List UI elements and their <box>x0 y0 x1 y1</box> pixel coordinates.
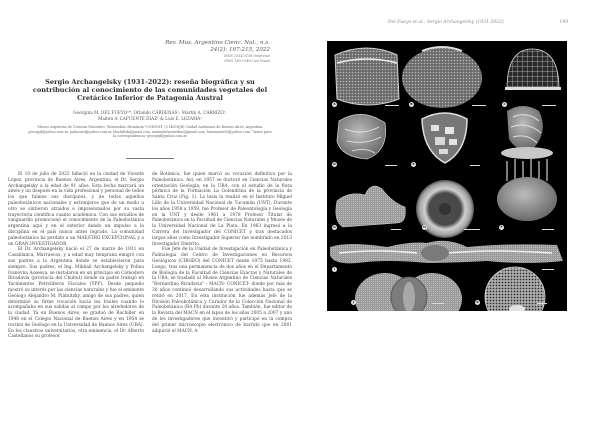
issn-online: ISSN 1853-0400 (en línea) <box>224 58 270 63</box>
journal-name: Rev. Mus. Argentino Cienc. Nat., n.s. <box>165 40 270 46</box>
panel-label-g: G <box>333 225 336 229</box>
journal-citation <box>165 40 270 63</box>
specimen-i <box>330 241 563 264</box>
authors-line-1: Georgina M. DEL FUEYO¹*, Orlando CÁRDENAS¹, Martín A. CARRIZO¹, <box>73 110 227 115</box>
panel-label-c: C <box>503 102 506 106</box>
panel-label-f: F <box>500 225 503 229</box>
page-number: 199 <box>559 20 568 25</box>
article-title: Sergio Archangelsky (1931-2022): reseña biográfica y su contribución al conocimiento de las comunidades vegetales del Cretácico Inferior de Patagonia Austral <box>32 78 268 103</box>
panel-label-j: J <box>352 300 355 304</box>
authors-line-2: Maiten A. LAFUENTE DIAZ¹ & Luis E. LEZAMA¹ <box>98 115 202 121</box>
panel-label-a: A <box>333 102 336 106</box>
panel-label-i: I <box>333 267 336 271</box>
specimen-e <box>422 113 467 163</box>
issn-print: ISSN 1514-5158 (impresa) <box>224 54 270 58</box>
panel-label-b: B <box>410 102 413 106</box>
specimen-d <box>337 114 386 159</box>
paragraph: de Botánica, fue quien marcó su vocación definitiva por la Paleobotánica. Así, en 1957 se doctoró en Ciencias Naturales orientación Geología, en la UBA, con el estudio de la flora pérmica de la Formación La Golondrina de la provincia de Santa Cruz (Fig. 1). La tesis la realizó en el Instituto Miguel Lillo de la Universidad Nacional de Tucumán (UNT). Durante los años 1958 a 1959, fue Profesor de Paleontología y Geología en la UNT y desde 1961 a 1978 Profesor Titular de Paleobotánica en la Facultad de Ciencias Naturales y Museo de la Universidad Nacional de La Plata. En 1963 ingresó a la Carrera del Investigador del CONICET y tras destacados largos años como Investigador Superior fue nombrado en 2013 Investigador Emérito. <box>152 172 292 247</box>
separator-rule <box>126 158 174 159</box>
paragraph: El Dr. Archangelsky nació el 27 de marzo de 1931 en Casablanca, Marruecos, y a edad muy temprana emigró con sus padres a la Argentina donde se establecieron para siempre. Sus padres, el Ing. Mikhail Archangelsky y Polina Ivanovna Asseeva, se instalaron en un principio en Comodoro Rivadavia (provincia del Chubut) donde su padre trabajó en Yacimientos Petrolíferos Fiscales (YPF). Desde pequeño mostró su interés por las ciencias naturales y fue el eminente Geólogo Alejandro M. Piátnitzky, amigo de sus padres, quien determinó su firme vocación hacia los fósiles cuando lo acompañaba en sus salidas al campo por los alrededores de la ciudad. Ya en Buenos Aires, se graduó de Bachiller en 1948 en el Colegio Nacional de Buenos Aires y en 1954 se recibió de Geólogo en la Universidad de Buenos Aires (UBA). En los claustros universitarios, otra eminencia, el Dr. Alberto Castellanos su profesor <box>8 247 144 340</box>
specimen-a <box>335 48 399 105</box>
running-head: Del Fueyo et al.: Sergio Archangelsky (1931-2022) <box>388 20 504 25</box>
specimen-b <box>402 47 482 108</box>
paragraph: El 10 de julio de 2022 falleció en la ciudad de Vicente López, provincia de Buenos Aires, Argentina, el Dr. Sergio Archangelsky a la edad de 91 años. Esta fecha marcará un antes y un después en la vida profesional y personal de todos los que fuimos sus discípulos, y de todos aquellos paleobotánicos nacionales y extranjeros que de un modo u otro se sintieron atraídos e impresionados por su vasta trayectoria científica cuanto académica. Con sus estudios de vanguardia promocionó el conocimiento de la Paleobotánica argentina aquí y en el exterior dando un impulso a la disciplina en el país nunca antes logrado. La comunidad paleobotánica ha perdido a un MAESTRO EXCEPCIONAL y a un GRAN INVESTIGADOR. <box>8 172 144 247</box>
specimen-j <box>355 273 462 311</box>
authors <box>40 110 260 122</box>
panel-label-d: D <box>333 162 336 166</box>
specimen-c <box>505 49 561 90</box>
paragraph: Fue Jefe de la Unidad de Investigación en Paleobotánica y Palinología del Centro de Investigaciones en Recursos Geológicos (CIRGEO) del CONICET desde 1975 hasta 1982. Luego, tras una permanencia de dos años en el Departamento de Biología de la Facultad de Ciencias Exactas y Naturales de la UBA, se trasladó al Museo Argentino de Ciencias Naturales "Bernardino Rivadavia" - MACN- CONICET- donde por más de 30 años continuó desarrollando sus actividades hasta que se retiró en 2017. En esta institución fue además Jefe de la División Paleobotánica y Curador de la Colección Nacional de Paleobotánica (BA Pb) durante 20 años. También, fue editor de la Revista del MACN en el lapso de los años 2005 a 2007 y uno de los investigadores que incentivó y participó en la compra del primer microscopio electrónico de barrido que en 2001 adquirió el MACN. A <box>152 247 292 334</box>
specimen-f <box>497 106 557 221</box>
text-column-2 <box>152 172 292 334</box>
fossil-figure-plate <box>327 41 567 311</box>
journal-volume: 24(2): 197-215, 2022 <box>210 47 270 53</box>
right-page <box>300 0 600 433</box>
text-column-1 <box>8 172 144 340</box>
panel-label-k: K <box>476 300 479 304</box>
specimen-g <box>336 186 405 227</box>
affiliation: ¹Museo Argentino de Ciencias Naturales "Bernardino Rivadavia"-CONICET, (C1405DJR) Ciudad Autónoma de Buenos Aires. Argentina. georgiдf@yahoo.com.ar, palinoard@yahoo.com.ar, blackdisk@gmail.com, maitenlafuentediaz@gmail.com, luisemarte65@yahoo.com. *Autor para la correspondencia: georgiдf@yahoo.com.ar <box>28 125 272 139</box>
specimen-k <box>485 267 545 311</box>
panel-label-h: H <box>423 225 426 229</box>
panel-label-e: E <box>412 162 415 166</box>
